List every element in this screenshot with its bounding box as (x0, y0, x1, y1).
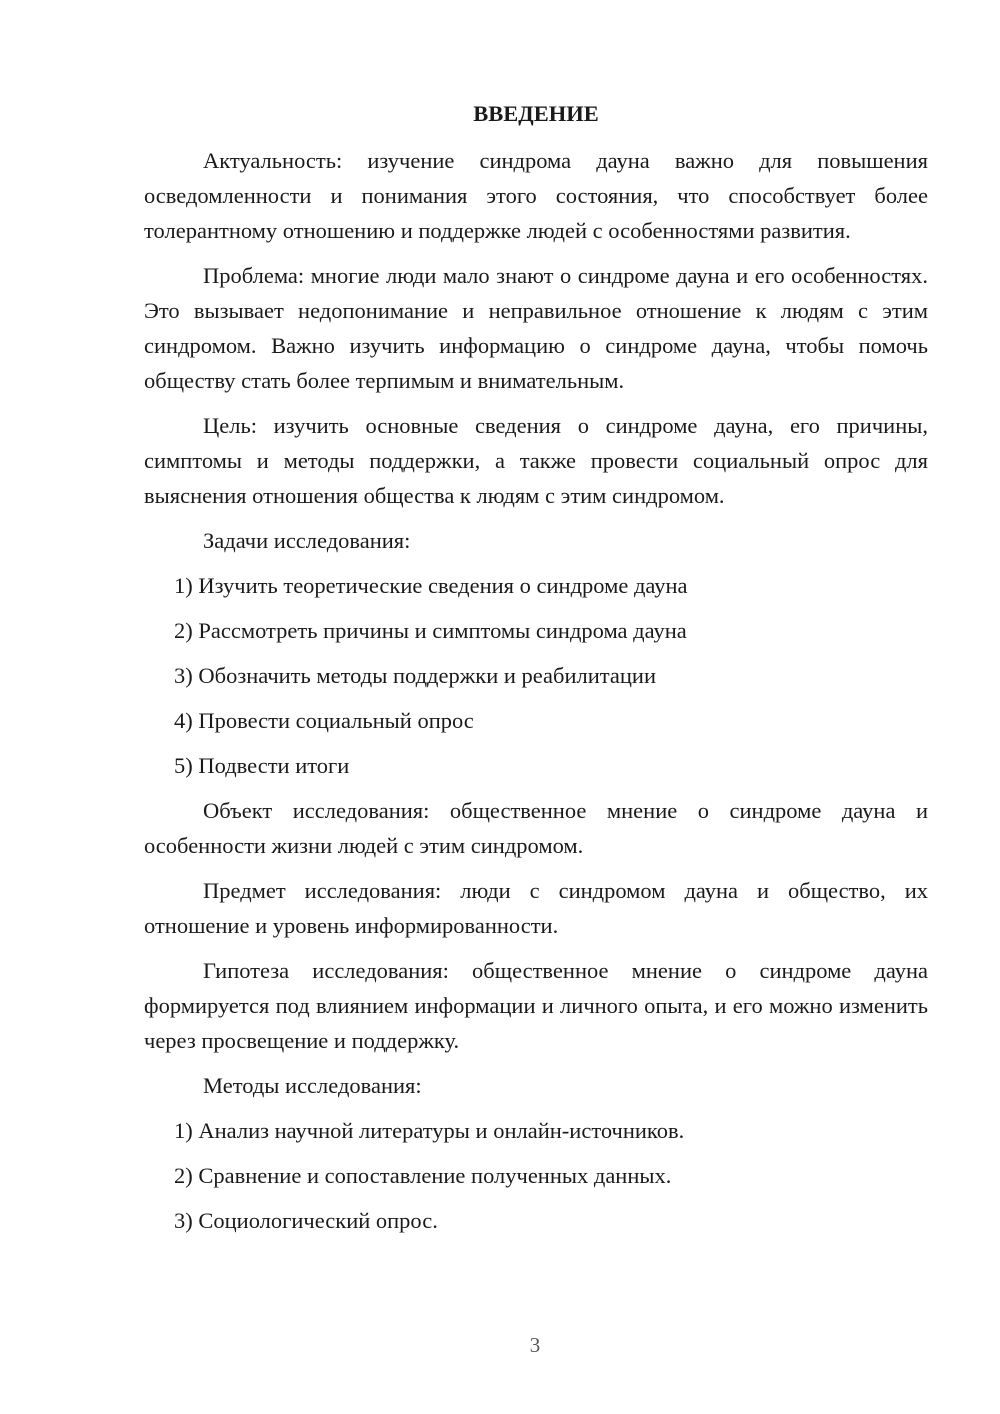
page-content (144, 96, 928, 1248)
task-item: 2) Рассмотреть причины и симптомы синдрома дауна (174, 618, 687, 643)
task-item: 1) Изучить теоретические сведения о синдроме дауна (174, 573, 688, 598)
goal-paragraph: Цель: изучить основные сведения о синдроме дауна, его причины, симптомы и методы поддержки, а также провести социальный опрос для выяснения отношения общества к людям с этим синдромом. (144, 413, 928, 508)
task-item: 4) Провести социальный опрос (174, 708, 474, 733)
subject-paragraph: Предмет исследования: люди с синдромом дауна и общество, их отношение и уровень информированности. (144, 878, 928, 938)
methods-heading: Методы исследования: (203, 1073, 422, 1098)
method-item: 2) Сравнение и сопоставление полученных данных. (174, 1163, 672, 1188)
task-item: 3) Обозначить методы поддержки и реабилитации (174, 663, 657, 688)
method-item: 1) Анализ научной литературы и онлайн-источников. (174, 1118, 685, 1143)
methods-list (144, 1113, 928, 1238)
relevance-paragraph: Актуальность: изучение синдрома дауна важно для повышения осведомленности и понимания этого состояния, что способствует более толерантному отношению и поддержке людей с особенностями развития. (144, 148, 928, 243)
hypothesis-paragraph: Гипотеза исследования: общественное мнение о синдроме дауна формируется под влиянием информации и личного опыта, и его можно изменить через просвещение и поддержку. (144, 958, 928, 1053)
page-title: ВВЕДЕНИЕ (473, 101, 599, 126)
task-item: 5) Подвести итоги (174, 753, 350, 778)
tasks-list (144, 568, 928, 783)
problem-paragraph: Проблема: многие люди мало знают о синдроме дауна и его особенностях. Это вызывает недопонимание и неправильное отношение к людям с этим синдромом. Важно изучить информацию о синдроме дауна, чтобы помочь обществу стать более терпимым и внимательным. (144, 263, 928, 393)
tasks-heading: Задачи исследования: (203, 528, 411, 553)
method-item: 3) Социологический опрос. (174, 1208, 438, 1233)
page-number: 3 (529, 1333, 541, 1357)
object-paragraph: Объект исследования: общественное мнение о синдроме дауна и особенности жизни людей с этим синдромом. (144, 798, 928, 858)
